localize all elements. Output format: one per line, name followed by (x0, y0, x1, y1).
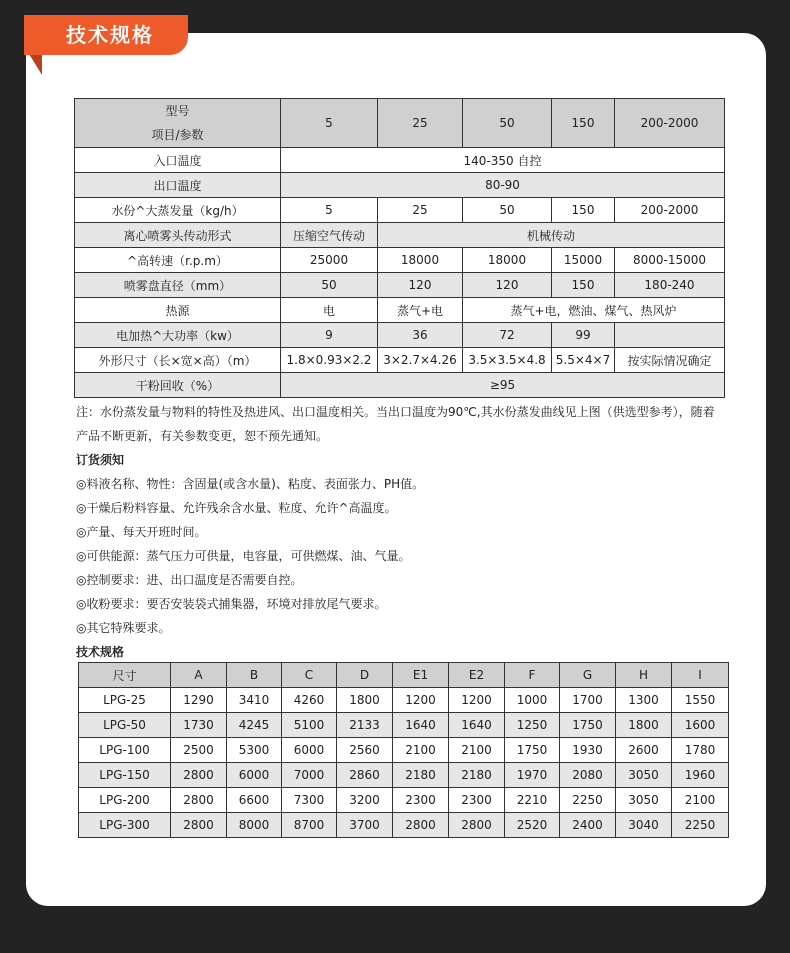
dimension-cell: 1700 (560, 688, 616, 713)
row-value: 18000 (463, 248, 552, 273)
row-value: 180-240 (615, 273, 725, 298)
dimension-cell: 6600 (227, 788, 282, 813)
row-value: 5.5×4×7 (552, 348, 615, 373)
dims-header-cell: E2 (449, 663, 505, 688)
row-label: 出口温度 (75, 173, 281, 198)
model-name-cell: LPG-200 (79, 788, 171, 813)
dimension-cell: 1640 (393, 713, 449, 738)
dimension-cell: 7300 (282, 788, 337, 813)
row-value: 5 (281, 198, 378, 223)
dimension-cell: 2080 (560, 763, 616, 788)
dimension-cell: 2250 (672, 813, 729, 838)
row-label: ^高转速（r.p.m） (75, 248, 281, 273)
spec-header-row (75, 99, 725, 148)
row-value: 120 (463, 273, 552, 298)
dimension-cell: 2210 (505, 788, 560, 813)
header-model: 型号 (165, 104, 190, 118)
dimension-cell: 1750 (505, 738, 560, 763)
table-row (79, 788, 729, 813)
dimension-cell: 2133 (337, 713, 393, 738)
dimension-cell: 2180 (393, 763, 449, 788)
dimension-cell: 1970 (505, 763, 560, 788)
row-value: 18000 (378, 248, 463, 273)
row-value: 电 (281, 298, 378, 323)
row-value: 80-90 (281, 173, 725, 198)
table-row (79, 738, 729, 763)
row-disc (75, 273, 725, 298)
row-value: 25 (378, 198, 463, 223)
row-label: 干粉回收（%） (75, 373, 281, 398)
table-row (79, 763, 729, 788)
model-cell: 50 (463, 99, 552, 148)
dimension-cell: 2800 (171, 813, 227, 838)
dimension-cell: 1300 (616, 688, 672, 713)
row-value: 72 (463, 323, 552, 348)
dimension-cell: 1750 (560, 713, 616, 738)
dimension-cell: 1200 (393, 688, 449, 713)
dimension-cell: 2100 (393, 738, 449, 763)
dimension-cell: 3040 (616, 813, 672, 838)
row-value: 蒸气+电 (378, 298, 463, 323)
model-name-cell: LPG-50 (79, 713, 171, 738)
dimension-cell: 1800 (337, 688, 393, 713)
dims-title: 技术规格 (76, 645, 125, 659)
table-row (79, 713, 729, 738)
dims-header-row (79, 663, 729, 688)
table-row (79, 813, 729, 838)
row-value: ≥95 (281, 373, 725, 398)
dimension-cell: 2600 (616, 738, 672, 763)
dimension-cell: 2520 (505, 813, 560, 838)
row-evaporation (75, 198, 725, 223)
order-title: 订货须知 (76, 453, 125, 467)
dimension-cell: 3050 (616, 763, 672, 788)
dims-header-cell: F (505, 663, 560, 688)
dimension-cell: 2860 (337, 763, 393, 788)
row-value: 按实际情况确定 (615, 348, 725, 373)
row-outlet-temp (75, 173, 725, 198)
dimension-cell: 4245 (227, 713, 282, 738)
row-value: 3×2.7×4.26 (378, 348, 463, 373)
row-value: 99 (552, 323, 615, 348)
dimension-cell: 5100 (282, 713, 337, 738)
dimension-cell: 2800 (171, 763, 227, 788)
row-value: 140-350 自控 (281, 148, 725, 173)
row-size (75, 348, 725, 373)
row-value: 8000-15000 (615, 248, 725, 273)
dims-header-cell: E1 (393, 663, 449, 688)
model-name-cell: LPG-25 (79, 688, 171, 713)
order-item: ◎收粉要求：要否安装袋式捕集器，环境对排放尾气要求。 (76, 597, 387, 611)
row-value: 压缩空气传动 (281, 223, 378, 248)
dimension-cell: 2800 (449, 813, 505, 838)
model-name-cell: LPG-300 (79, 813, 171, 838)
dims-header-cell: D (337, 663, 393, 688)
dims-header-cell: H (616, 663, 672, 688)
dims-header-cell: A (171, 663, 227, 688)
row-value: 25000 (281, 248, 378, 273)
row-value: 50 (281, 273, 378, 298)
order-item: ◎料液名称、物性：含固量(或含水量)、粘度、表面张力、PH值。 (76, 477, 425, 491)
dims-body (79, 688, 729, 838)
row-label: 喷雾盘直径（mm） (75, 273, 281, 298)
dimension-cell: 1640 (449, 713, 505, 738)
model-cell: 150 (552, 99, 615, 148)
row-label: 水份^大蒸发量（kg/h） (75, 198, 281, 223)
dimension-cell: 2300 (449, 788, 505, 813)
model-name-cell: LPG-150 (79, 763, 171, 788)
row-label: 热源 (75, 298, 281, 323)
dimension-cell: 3700 (337, 813, 393, 838)
model-cell: 25 (378, 99, 463, 148)
row-value: 9 (281, 323, 378, 348)
header-params: 项目/参数 (151, 128, 204, 142)
dimension-cell: 1960 (672, 763, 729, 788)
dims-header-cell: C (282, 663, 337, 688)
order-item: ◎产量、每天开班时间。 (76, 525, 207, 539)
section-tab (24, 15, 190, 79)
row-label: 电加热^大功率（kw） (75, 323, 281, 348)
dimension-cell: 2560 (337, 738, 393, 763)
dimension-cell: 1730 (171, 713, 227, 738)
order-item: ◎干燥后粉料容量、允许残余含水量、粒度、允许^高温度。 (76, 501, 397, 515)
dimension-cell: 4260 (282, 688, 337, 713)
order-item: ◎控制要求：进、出口温度是否需要自控。 (76, 573, 303, 587)
row-value: 150 (552, 198, 615, 223)
row-value: 150 (552, 273, 615, 298)
order-item: ◎可供能源：蒸气压力可供量，电容量，可供燃煤、油、气量。 (76, 549, 411, 563)
dimension-cell: 1200 (449, 688, 505, 713)
dimension-cell: 6000 (227, 763, 282, 788)
dimension-cell: 2800 (171, 788, 227, 813)
note-line-1: 注：水份蒸发量与物料的特性及热进风、出口温度相关。当出口温度为90℃,其水份蒸发曲线见上图（供选型参考），随着 (76, 405, 715, 419)
dimension-cell: 2800 (393, 813, 449, 838)
dimension-cell: 1930 (560, 738, 616, 763)
row-speed (75, 248, 725, 273)
row-value: 3.5×3.5×4.8 (463, 348, 552, 373)
dimension-cell: 2500 (171, 738, 227, 763)
row-value: 机械传动 (378, 223, 725, 248)
dimension-cell: 8700 (282, 813, 337, 838)
order-item: ◎其它特殊要求。 (76, 621, 171, 635)
row-value: 50 (463, 198, 552, 223)
dimension-cell: 1250 (505, 713, 560, 738)
row-recovery (75, 373, 725, 398)
dimensions-table (78, 662, 729, 838)
dimension-cell: 2100 (449, 738, 505, 763)
dimension-cell: 1780 (672, 738, 729, 763)
dims-header-cell: B (227, 663, 282, 688)
dimension-cell: 3200 (337, 788, 393, 813)
spec-table (74, 98, 725, 398)
row-inlet-temp (75, 148, 725, 173)
row-value: 120 (378, 273, 463, 298)
dimension-cell: 1000 (505, 688, 560, 713)
row-value: 蒸气+电，燃油、煤气、热风炉 (463, 298, 725, 323)
row-value (615, 323, 725, 348)
row-label: 离心喷雾头传动形式 (75, 223, 281, 248)
note-line-2: 产品不断更新，有关参数变更，恕不预先通知。 (76, 429, 329, 443)
model-cell: 5 (281, 99, 378, 148)
dimension-cell: 6000 (282, 738, 337, 763)
dimension-cell: 2180 (449, 763, 505, 788)
dimension-cell: 1800 (616, 713, 672, 738)
dimension-cell: 3410 (227, 688, 282, 713)
dimension-cell: 2300 (393, 788, 449, 813)
row-value: 1.8×0.93×2.2 (281, 348, 378, 373)
dimension-cell: 1600 (672, 713, 729, 738)
dimension-cell: 2400 (560, 813, 616, 838)
row-value: 200-2000 (615, 198, 725, 223)
spec-header-label (75, 99, 281, 148)
dimension-cell: 1290 (171, 688, 227, 713)
dimension-cell: 2250 (560, 788, 616, 813)
row-value: 15000 (552, 248, 615, 273)
dimension-cell: 1550 (672, 688, 729, 713)
dims-header-cell: I (672, 663, 729, 688)
model-name-cell: LPG-100 (79, 738, 171, 763)
section-title: 技术规格 (24, 15, 188, 55)
dimension-cell: 2100 (672, 788, 729, 813)
row-drive (75, 223, 725, 248)
dimension-cell: 5300 (227, 738, 282, 763)
dimension-cell: 8000 (227, 813, 282, 838)
dimension-cell: 3050 (616, 788, 672, 813)
row-power (75, 323, 725, 348)
dims-header-cell: 尺寸 (79, 663, 171, 688)
row-value: 36 (378, 323, 463, 348)
dimension-cell: 7000 (282, 763, 337, 788)
row-heat (75, 298, 725, 323)
table-row (79, 688, 729, 713)
model-cell: 200-2000 (615, 99, 725, 148)
row-label: 外形尺寸（长×宽×高）（m） (75, 348, 281, 373)
dims-header-cell: G (560, 663, 616, 688)
row-label: 入口温度 (75, 148, 281, 173)
